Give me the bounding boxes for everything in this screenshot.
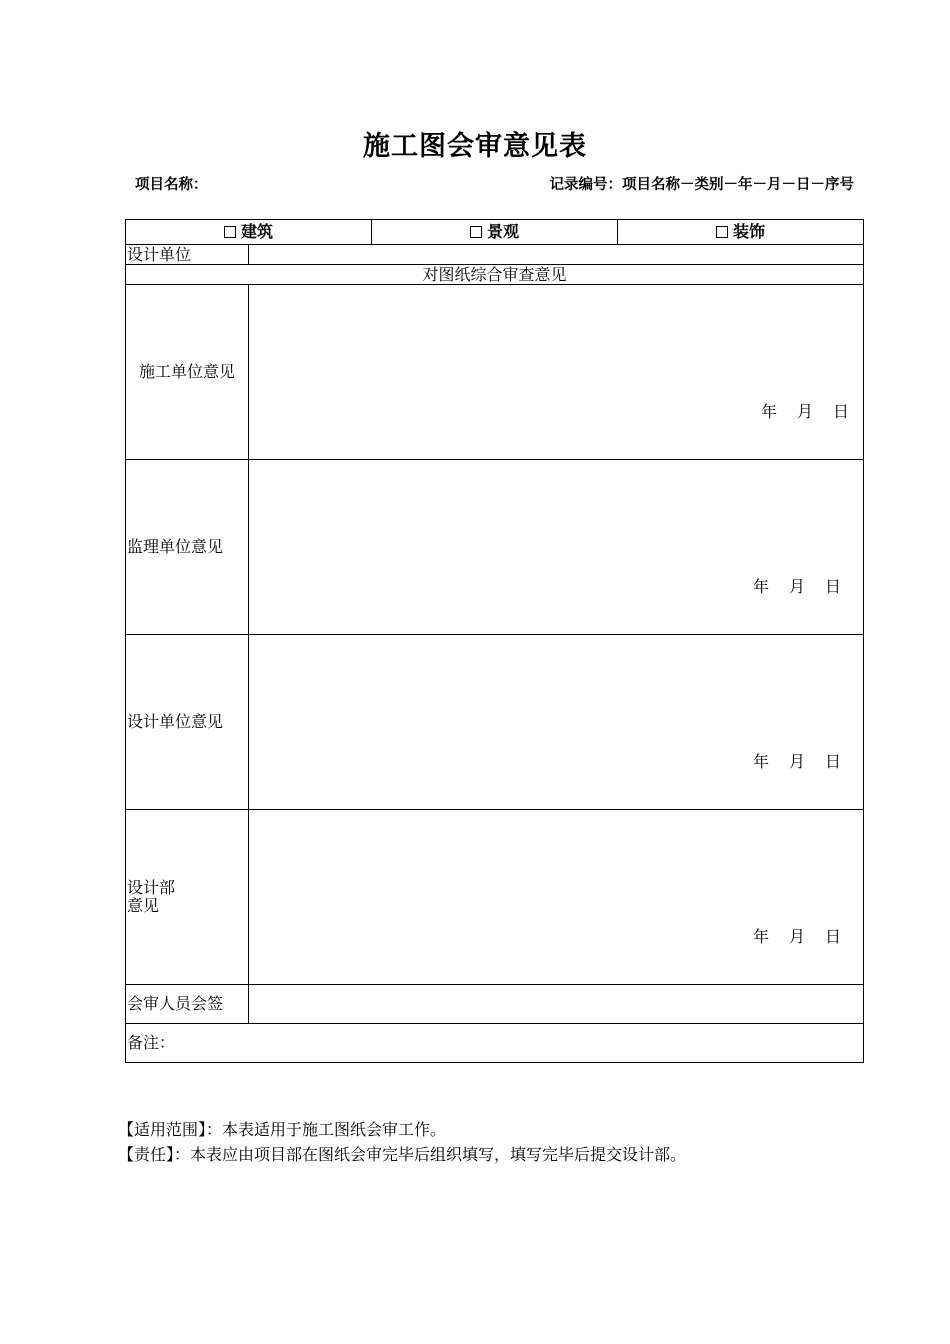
signoff-label: 会审人员会签 [126, 985, 249, 1024]
project-name-label: 项目名称： [135, 177, 208, 193]
opinion-label [126, 285, 249, 460]
checkbox-icon[interactable] [224, 226, 236, 238]
remarks-field[interactable] [126, 1024, 864, 1063]
date-year: 年 [760, 402, 777, 421]
category-landscape[interactable] [372, 220, 618, 245]
category-row [126, 220, 864, 245]
record-number-label: 记录编号：项目名称－类别－年－月－日－序号 [549, 177, 854, 193]
checkbox-icon[interactable] [716, 226, 728, 238]
date-day: 日 [833, 402, 850, 421]
category-decoration[interactable] [618, 220, 864, 245]
date-line [753, 928, 841, 946]
category-label: 装饰 [733, 222, 766, 241]
opinion-label-text: 监理单位意见 [127, 537, 224, 556]
category-label: 景观 [487, 222, 520, 241]
date-line [753, 753, 841, 771]
opinion-field-supervision[interactable] [249, 460, 864, 635]
opinion-label [126, 460, 249, 635]
checkbox-icon[interactable] [470, 226, 482, 238]
opinion-label-text: 施工单位意见 [138, 362, 235, 381]
opinion-row-design-unit [126, 635, 864, 810]
date-year: 年 [752, 927, 769, 946]
opinion-label-line1: 设计部 [127, 878, 176, 897]
review-section-row [126, 265, 864, 285]
design-unit-label: 设计单位 [126, 245, 249, 265]
opinion-field-construction[interactable] [249, 285, 864, 460]
category-architecture[interactable] [126, 220, 372, 245]
category-label: 建筑 [241, 222, 274, 241]
date-year: 年 [752, 577, 769, 596]
opinion-row-design-dept [126, 810, 864, 985]
signoff-row [126, 985, 864, 1024]
opinion-field-design-unit[interactable] [249, 635, 864, 810]
signoff-field[interactable] [249, 985, 864, 1024]
remarks-row [126, 1024, 864, 1063]
date-line [761, 403, 849, 421]
form-title: 施工图会审意见表 [363, 131, 587, 162]
date-line [753, 578, 841, 596]
opinion-label [126, 810, 249, 985]
design-unit-field[interactable] [249, 245, 864, 265]
opinion-label-text: 设计单位意见 [127, 712, 224, 731]
date-day: 日 [825, 927, 842, 946]
review-form-table [125, 219, 864, 1063]
date-month: 月 [788, 577, 805, 596]
opinion-field-design-dept[interactable] [249, 810, 864, 985]
date-month: 月 [788, 752, 805, 771]
footer-scope: 【适用范围】：本表适用于施工图纸会审工作。 [118, 1120, 447, 1139]
date-year: 年 [752, 752, 769, 771]
date-month: 月 [788, 927, 805, 946]
opinion-label-line2: 意见 [127, 896, 160, 915]
date-day: 日 [825, 577, 842, 596]
design-unit-row [126, 245, 864, 265]
opinion-row-construction [126, 285, 864, 460]
date-day: 日 [825, 752, 842, 771]
review-section-title: 对图纸综合审查意见 [126, 265, 864, 285]
date-month: 月 [796, 402, 813, 421]
opinion-row-supervision [126, 460, 864, 635]
footer-responsibility: 【责任】：本表应由项目部在图纸会审完毕后组织填写，填写完毕后提交设计部。 [118, 1145, 687, 1164]
opinion-label [126, 635, 249, 810]
remarks-label: 备注： [127, 1033, 176, 1052]
